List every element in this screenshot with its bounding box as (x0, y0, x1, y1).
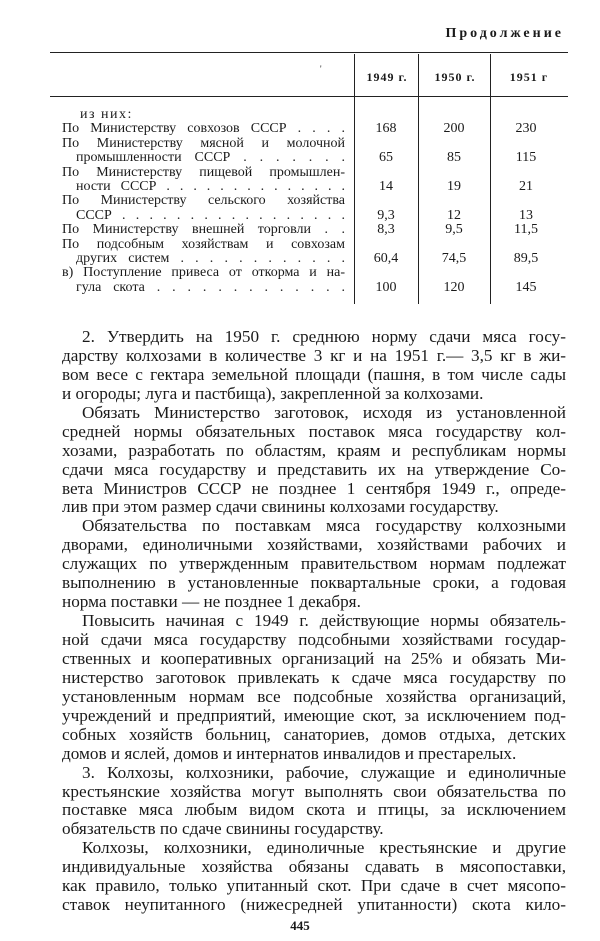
row-label: По Министерству мясной и молочной (62, 135, 345, 151)
text-line: ставок неупитанного (нижесредней упитанности) скота кило- (62, 895, 566, 915)
table-row (62, 281, 568, 295)
text-line: Колхозы, колхозники, единоличные крестьянские и другие (82, 838, 566, 858)
text-line: нистерство заготовок привлекать к сдаче мяса государству по (62, 667, 566, 687)
text-line: домов и яслей, домов и интернатов инвалидов и престарелых. (62, 743, 517, 763)
text-line: поставке мяса любым видом скота и птицы, за исключением (62, 800, 566, 820)
row-label: По подсобным хозяйствам и совхозам (62, 236, 345, 252)
table-row (62, 252, 568, 266)
row-label: в) Поступление привеса от откорма и на- (62, 265, 345, 281)
cell-value: 14 (379, 178, 393, 194)
text-line: установленным нормам все подсобные хозяйства организаций, (62, 686, 566, 706)
text-line: и огороды; луга и пастбища), закрепленной за колхозами. (62, 383, 484, 403)
row-label: По Министерству внешней торговли . . (62, 222, 345, 238)
row-label: По Министерству сельского хозяйства (62, 193, 345, 209)
paragraph (62, 328, 566, 404)
row-label: ности СССР . . . . . . . . . . . . . . (76, 178, 345, 194)
text-line: дарству колхозами в количестве 3 кг и на 1951 г.— 3,5 кг в жи- (62, 345, 566, 365)
page-number: 445 (290, 918, 310, 933)
text-line: ственных и кооперативных организаций на 25% и обязать Ми- (62, 648, 566, 668)
text-line: вета Министров СССР не позднее 1 сентября 1949 г., опреде- (62, 478, 566, 498)
text-line: вом весе с гектара земельной площади (пашня, в том числе сады (62, 364, 566, 384)
data-table (62, 108, 568, 295)
cell-value: 13 (519, 207, 533, 223)
document-body (62, 328, 566, 915)
text-line: норма поставки — не позднее 1 декабря. (62, 592, 361, 612)
header-mark: ' (320, 64, 322, 74)
paragraph (62, 517, 566, 612)
text-line: служащих по утвержденным правительством нормам подлежат (62, 554, 566, 574)
table-row (62, 180, 568, 194)
row-label: СССР . . . . . . . . . . . . . . . . . (76, 207, 345, 223)
cell-value: 168 (375, 121, 397, 137)
cell-value: 200 (443, 121, 465, 137)
table-row (62, 137, 568, 151)
row-label: По Министерству пищевой промышлен- (62, 164, 345, 180)
paragraph (62, 839, 566, 915)
text-line: учреждений и предприятий, имеющие скот, за исключением под- (62, 705, 566, 725)
cell-value: 89,5 (513, 250, 539, 266)
cell-value: 12 (447, 207, 461, 223)
text-line: лив при этом размер сдачи свинины колхозами государству. (62, 497, 499, 517)
paragraph (62, 764, 566, 840)
cell-value: 230 (515, 121, 537, 137)
table-row (62, 194, 568, 208)
text-line: 3. Колхозы, колхозники, рабочие, служащие и единоличные (82, 762, 566, 782)
text-line: выполнению в установленные поквартальные сроки, а годовая (62, 573, 566, 593)
text-line: средней нормы обязательных поставок мяса государству кол- (62, 421, 566, 441)
table-row (62, 223, 568, 237)
paragraph (62, 404, 566, 518)
row-label: гула скота . . . . . . . . . . . . . (76, 279, 345, 295)
text-line: Обязательства по поставкам мяса государству колхозными (82, 516, 566, 536)
continuation-label: Продолжение (445, 26, 564, 41)
text-line: собных хозяйств больниц, санаториев, домов отдыха, детских (62, 724, 566, 744)
cell-value: 85 (447, 150, 461, 166)
text-line: ной сдачи мяса государству подсобными хозяйствами государ- (62, 630, 566, 649)
column-header-1950: 1950 г. (434, 70, 476, 84)
table-top-rule (50, 52, 568, 53)
row-label: промышленности СССР . . . . . . . (76, 150, 345, 166)
text-line: Повысить начиная с 1949 г. действующие нормы обязатель- (82, 611, 566, 631)
text-line: Обязать Министерство заготовок, исходя из установленной (82, 402, 566, 422)
table-row (62, 166, 568, 180)
cell-value: 11,5 (514, 222, 538, 238)
cell-value: 60,4 (373, 250, 399, 266)
cell-value: 74,5 (441, 250, 467, 266)
text-line: 2. Утвердить на 1950 г. среднюю норму сдачи мяса госу- (82, 327, 566, 346)
table-row (62, 122, 568, 136)
text-line: хозами, разработать по областям, краям и республикам нормы (62, 440, 566, 460)
column-header-1949: 1949 г. (366, 70, 408, 84)
cell-value: 145 (515, 279, 537, 295)
table-row (62, 151, 568, 165)
text-line: крестьянские хозяйства могут выполнять свои обязательства по (62, 781, 566, 801)
column-header-1951: 1951 г (509, 70, 549, 84)
text-line: обязательств по сдаче свинины государству. (62, 819, 384, 839)
cell-value: 8,3 (377, 222, 395, 238)
table-row (62, 209, 568, 223)
text-line: дворами, единоличными хозяйствами, хозяйствами рабочих и (62, 535, 566, 555)
cell-value: 9,3 (377, 207, 395, 223)
cell-value: 115 (515, 150, 537, 166)
cell-value: 9,5 (445, 222, 463, 238)
row-label: По Министерству совхозов СССР . . . . (62, 121, 345, 137)
text-line: индивидуальные хозяйства обязаны сдавать в мясопоставки, (62, 857, 566, 877)
text-line: как правило, только упитанный скот. При сдаче в счет мясопо- (62, 876, 566, 896)
cell-value: 120 (443, 279, 465, 295)
cell-value: 21 (519, 178, 533, 194)
table-row (62, 238, 568, 252)
paragraph (62, 612, 566, 764)
row-label: других систем . . . . . . . . . . . . (76, 250, 345, 266)
text-line: сдачи мяса государству и представить их на утверждение Со- (62, 459, 566, 479)
cell-value: 65 (379, 150, 393, 166)
cell-value: 19 (447, 178, 461, 194)
cell-value: 100 (375, 279, 397, 295)
table-subheading: из них: (80, 107, 133, 122)
table-row (62, 266, 568, 280)
